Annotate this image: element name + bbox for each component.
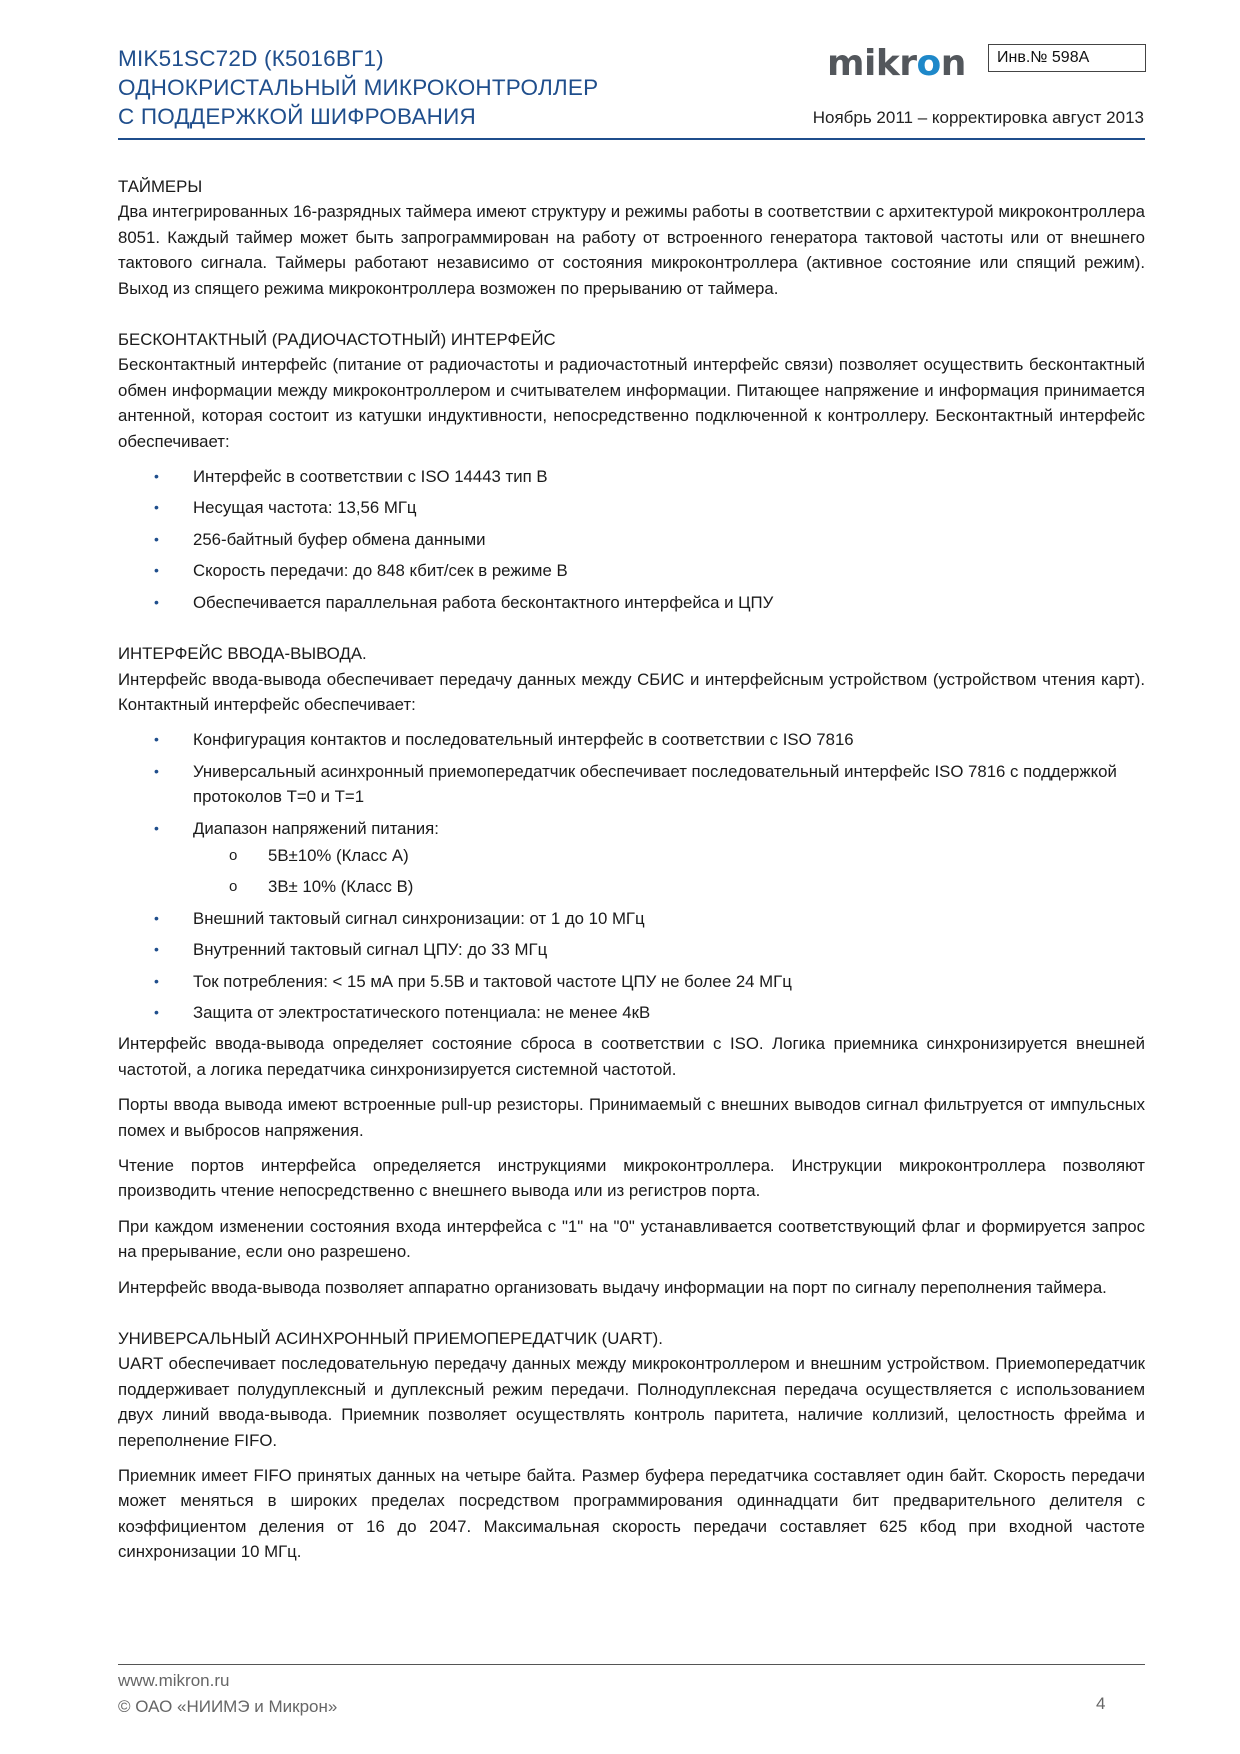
io-paragraph-interrupt: При каждом изменении состояния входа интерфейса с "1" на "0" устанавливается соответствующий флаг и формируется запрос на прерывание, если оно разрешено. [118,1216,1145,1262]
uart-paragraph-2: Приемник имеет FIFO принятых данных на четыре байта. Размер буфера передатчика составляет один байт. Скорость передачи может меняться в широких пределах посредством программирования одиннадцати бит предварительного делителя с коэффициентом деления от 16 до 2047. Максимальная скорость передачи составляет 625 кбод при входной частоте синхронизации 10 МГц. [118,1466,1145,1562]
section-heading-uart: УНИВЕРСАЛЬНЫЙ АСИНХРОННЫЙ ПРИЕМОПЕРЕДАТЧИК (UART). [118,1329,663,1349]
bullet-icon: • [154,530,159,547]
logo-text-part-1: mikr [827,43,917,84]
sub-list-item: o 5В±10% (Класс А) [193,843,1145,868]
list-item: • Конфигурация контактов и последовательный интерфейс в соответствии с ISO 7816 [118,727,1145,752]
rf-paragraph: Бесконтактный интерфейс (питание от радиочастоты и радиочастотный интерфейс связи) позволяет осуществить бесконтактный обмен информации между микроконтроллером и считывателем информации. Питающее напряжение и информация принимается антенной, которая состоит из катушки индуктивности, непосредственно подключенной к контроллеру. Бесконтактный интерфейс обеспечивает: [118,355,1145,451]
bullet-icon: • [154,1003,159,1020]
logo-text-accent: o [916,43,941,84]
footer-copyright: © ОАО «НИИМЭ и Микрон» [118,1697,338,1716]
list-item: • Скорость передачи: до 848 кбит/сек в режиме B [118,558,1145,583]
logo-text-part-3: n [940,43,966,84]
list-item: • Внешний тактовый сигнал синхронизации: от 1 до 10 МГц [118,906,1145,931]
bullet-icon: • [154,819,159,836]
list-item: • Диапазон напряжений питания: o 5В±10% (Класс А) o 3В± 10% (Класс В) [118,816,1145,900]
footer-url: www.mikron.ru [118,1671,230,1690]
bullet-icon: • [154,562,159,579]
header-divider [118,138,1145,140]
list-item: • 256-байтный буфер обмена данными [118,527,1145,552]
rf-features-list [118,464,1145,615]
circle-bullet-icon: o [229,878,238,896]
list-item: • Внутренний тактовый сигнал ЦПУ: до 33 МГц [118,937,1145,962]
title-line-2: ОДНОКРИСТАЛЬНЫЙ МИКРОКОНТРОЛЛЕР [118,75,599,100]
list-item: • Универсальный асинхронный приемопередатчик обеспечивает последовательный интерфейс ISO 7816 с поддержкой протоколов T=0 и T=1 [118,759,1145,810]
io-paragraph-timer: Интерфейс ввода-вывода позволяет аппаратно организовать выдачу информации на порт по сигналу переполнения таймера. [118,1277,1107,1297]
bullet-icon: • [154,468,159,485]
circle-bullet-icon: o [229,846,238,864]
inventory-number-box [988,44,1146,72]
revision-date: Ноябрь 2011 – корректировка август 2013 [812,108,1144,127]
bullet-icon: • [154,909,159,926]
section-heading-rf-interface: БЕСКОНТАКТНЫЙ (РАДИОЧАСТОТНЫЙ) ИНТЕРФЕЙС [118,330,556,350]
section-heading-timers: ТАЙМЕРЫ [118,177,203,196]
io-paragraph-reset: Интерфейс ввода-вывода определяет состояние сброса в соответствии с ISO. Логика приемника синхронизируется внешней частотой, а логика передатчика синхронизируется системной частотой. [118,1034,1145,1079]
bullet-icon: • [154,941,159,958]
footer-divider [118,1664,1145,1665]
bullet-icon: • [154,972,159,989]
bullet-icon: • [154,762,159,779]
bullet-icon: • [154,499,159,516]
page-number: 4 [1096,1694,1106,1713]
list-item: • Интерфейс в соответствии с ISO 14443 тип B [118,464,1145,489]
sub-list-item: o 3В± 10% (Класс В) [193,874,1145,899]
io-paragraph-pullup: Порты ввода вывода имеют встроенные pull-up резисторы. Принимаемый с внешних выводов сигнал фильтруется от импульсных помех и выбросов напряжения. [118,1095,1145,1140]
title-line-1: MIK51SC72D (К5016ВГ1) [118,46,384,71]
bullet-icon: • [154,731,159,748]
timers-paragraph: Два интегрированных 16-разрядных таймера имеют структуру и режимы работы в соответствии с архитектурой микроконтроллера 8051. Каждый таймер может быть запрограммирован на работу от встроенного генератора тактовой частоты или от внешнего тактового сигнала. Таймеры работают независимо от состояния микроконтроллера (активное состояние или спящий режим). Выход из спящего режима микроконтроллера возможен по прерыванию от таймера. [118,202,1145,298]
document-title [118,44,818,131]
list-item: • Ток потребления: < 15 мА при 5.5В и тактовой частоте ЦПУ не более 24 МГц [118,969,1145,994]
io-paragraph-read: Чтение портов интерфейса определяется инструкциями микроконтроллера. Инструкции микроконтроллера позволяют производить чтение непосредственно с внешнего вывода или из регистров порта. [118,1156,1145,1201]
list-item: • Несущая частота: 13,56 МГц [118,495,1145,520]
mikron-logo [827,44,966,84]
section-heading-io-interface: ИНТЕРФЕЙС ВВОДА-ВЫВОДА. [118,644,367,664]
footer-info [118,1668,337,1720]
title-line-3: С ПОДДЕРЖКОЙ ШИФРОВАНИЯ [118,104,476,129]
uart-paragraph-1: UART обеспечивает последовательную передачу данных между микроконтроллером и внешним устройством. Приемопередатчик поддерживает полудуплексный и дуплексный режим передачи. Полнодуплексная передача осуществляется с использованием двух линий ввода-вывода. Приемник позволяет осуществлять контроль паритета, наличие коллизий, целостность фрейма и переполнение FIFO. [118,1354,1145,1450]
bullet-icon: • [154,593,159,610]
list-item: • Защита от электростатического потенциала: не менее 4кВ [118,1000,1145,1025]
list-item: • Обеспечивается параллельная работа бесконтактного интерфейса и ЦПУ [118,590,1145,615]
io-paragraph: Интерфейс ввода-вывода обеспечивает передачу данных между СБИС и интерфейсным устройством (устройством чтения карт). Контактный интерфейс обеспечивает: [118,669,1145,714]
inventory-number: Инв.№ 598А [997,49,1090,66]
voltage-sublist [193,843,1145,900]
io-features-list [118,727,1145,1025]
document-body [118,174,1145,1565]
